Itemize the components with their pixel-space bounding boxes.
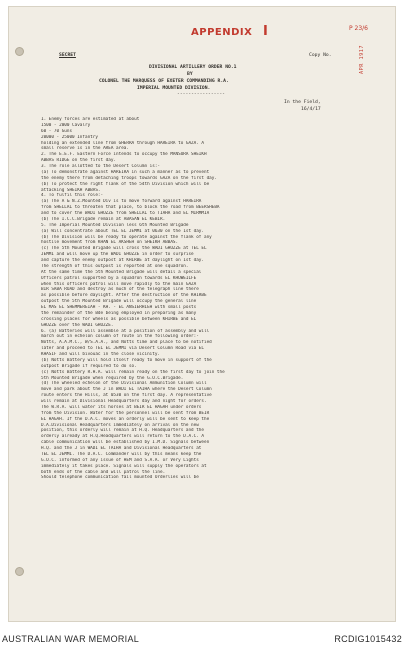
body-line: from SHELLAL to threaten that place, to block the road from BEERSHEBA	[41, 205, 220, 211]
body-line: the remainder of the Bde being employed in preparing as many	[41, 310, 197, 316]
body-line: when this officers patrol will move rapidly to the main GAZA	[41, 281, 197, 287]
body-line: 1500 - 2000 Cavalry	[41, 122, 91, 128]
order-location: In the Field,	[284, 100, 321, 105]
footer-archive-name: AUSTRALIAN WAR MEMORIAL	[2, 634, 140, 644]
punch-hole	[15, 47, 24, 56]
body-line: from the Division. Water for the personnel will be sent from BEIR	[41, 410, 210, 416]
body-line: cable communication will be established by I.M.D. Signals between	[41, 440, 210, 446]
body-line: 1. Enemy forces are estimated at about	[41, 117, 140, 122]
body-line: 6. (a) Batteries will assemble at a position of assembly and will	[41, 328, 210, 334]
body-line: BIR SABA ROAD and destroy as much of the telegraph line there	[41, 287, 199, 293]
order-by: BY	[187, 72, 193, 77]
body-line: and to cover the WADI GHUZZE from SHELLAL to TIAHA and EL MIRMMIA	[41, 211, 210, 216]
appendix-label: APPENDIX	[191, 27, 253, 38]
body-line: both ends of the cable and will patrol the line.	[41, 469, 166, 475]
body-line: (b) The Division will be ready to operate against the flank of any	[41, 234, 212, 240]
body-line: holding an extended line from GHERRA through HAREIRA to GAZA. A	[41, 140, 204, 146]
body-line: ABBAS RIDGE on the first day.	[41, 158, 117, 164]
body-line: At the same time the 5th Mounted Brigade will detail a special	[41, 269, 202, 275]
punch-hole	[15, 567, 24, 576]
body-line: 2. The E.E.F. Eastern Force intends to occupy the MANSURA SHEIKH	[41, 152, 207, 158]
appendix-annotation	[191, 24, 269, 39]
body-line: outpost Brigade if required to do so.	[41, 363, 137, 369]
body-line: EL MAS EL SHEMMEREIAH - KH. - EL ANSIERHIEH with small posts	[41, 305, 197, 310]
body-line: (d) The wheeled echelon of the Divisional Ammunition Column will	[41, 381, 207, 387]
body-line: 4. To fulfil this role:-	[41, 193, 104, 199]
body-line: position, this orderly will remain at H.Q. Headquarters and the	[41, 428, 204, 434]
order-title: DIVISIONAL ARTILLERY ORDER NO.1	[149, 65, 237, 70]
body-line: Notts, A.A.M.C., W/S.A.A., and Notts time and place to be notified	[41, 340, 212, 346]
body-line: outpost the 5th Mounted Brigade will occupy the general line	[41, 299, 197, 305]
body-line: 20000 - 25000 Infantry	[41, 134, 98, 140]
reference-annotation: P 23/6	[349, 25, 368, 32]
body-line: small reserve is in the AREA area.	[41, 146, 129, 152]
body-line: D.A.Divisional Headquarters immediately on arrival on the new	[41, 422, 199, 428]
body-line: attacking SHEIKH ABBAS.	[41, 187, 101, 193]
body-line: will remain at Divisional Headquarters day and night for orders.	[41, 399, 207, 404]
body-line: move and park about the J in WADI EL TAIHA where the Desert Column	[41, 387, 212, 393]
body-line: Should telephone communication fail mounted Orderlies will be	[41, 475, 199, 481]
body-line: (c) Notts Battery R.H.A. will remain ready on the first day to join the	[41, 369, 225, 375]
body-line: as possible before daylight. After the destruction of the KHIRBE	[41, 293, 207, 299]
document-page	[8, 6, 396, 622]
copy-number: Copy No.	[309, 53, 332, 58]
body-line: EL HAGAH. If the D.A.C. moves an orderly will be sent to keep the	[41, 416, 210, 422]
order-division: IMPERIAL MOUNTED DIVISION.	[137, 86, 211, 91]
body-line: crossing places for wheels as possible between KHIRBE and EL	[41, 316, 197, 322]
body-line: (a) To demonstrate against HAREIRA in such a manner as to prevent	[41, 169, 210, 175]
body-line: (a) The A & N.Z.Mounted Div is to move forward against HAREIRA	[41, 199, 202, 205]
body-line: 60 - 70 Guns	[41, 128, 73, 134]
body-line: (c) The 5th Mounted Brigade will cross the WADI GHUZZE at TEL EL	[41, 246, 207, 252]
received-stamp: APR 1917	[359, 45, 365, 74]
body-line: The W.R.A. will water its horses at BEIR EL HAGAH under orders	[41, 404, 202, 410]
header-rule: -----------------	[177, 92, 225, 97]
body-line: march out in echelon column of route in the following order:-	[41, 334, 199, 340]
body-line: (a) Will concentrate about TEL EL JEMMI at 0630 on the 1st day.	[41, 228, 204, 234]
body-line: route enters the Hills, at 0530 on the first day. A representative	[41, 393, 212, 399]
body-line: Officers patrol supported by a squadron towards EL KHUWEILFE	[41, 275, 197, 281]
body-line: 3. The role allotted to the Desert Column is:-	[41, 164, 160, 169]
footer-record-id: RCDIG1015432	[334, 634, 402, 644]
body-line: TEL EL JEMMI. The D.A.C. Commander will by this means keep the	[41, 451, 202, 457]
body-line: and capture the enemy outpost at KHIRBE at daylight on 1st day.	[41, 258, 204, 263]
body-line: immediately it takes place. Signals will supply the operators at	[41, 463, 207, 469]
body-line: hostile movement from KHAN EL AKSHEH on SHEIKH ABBAS.	[41, 240, 179, 246]
body-line: later and proceed to TEL EL JEMMI via Desert Column Road via EL	[41, 346, 204, 352]
body-line: (b) To protect the right flank of the 54th Division which will be	[41, 181, 210, 187]
body-line: JEMMI and will move up the WADI GHUZZE in order to surprise	[41, 252, 194, 258]
order-author: COLONEL THE MARQUESS OF EXETER COMMANDING R.A.	[99, 79, 229, 84]
body-line: 5. The Imperial Mounted Division less 6th Mounted Brigade	[41, 222, 189, 228]
body-line: (b) The I.C.C.Brigade remain at ABASAN EL KEBIR.	[41, 216, 166, 222]
body-line: H.Q. and the J in WADI EL TAIHA and Divisional Headquarters at	[41, 446, 202, 451]
body-line: 5th Mounted Brigade when required by the G.O.C.Brigade.	[41, 375, 184, 381]
body-line: orderly already at H.Q.Headquarters will return to the D.A.C. A	[41, 434, 204, 440]
secret-heading: SECRET	[59, 53, 76, 58]
body-line: (b) Notts Battery will hold itself ready to move in support of the	[41, 357, 212, 363]
body-line: The strength of this outpost is reported at one squadron.	[41, 263, 189, 269]
body-line: GHUZZE over the WADI GHUZZE.	[41, 322, 114, 328]
body-line: the enemy there from detaching troops towards GAZA on the first day.	[41, 175, 217, 181]
body-line: G.O.C. informed of any issue of HEM and S.A.A. or Very Lights	[41, 457, 199, 463]
appendix-number: I	[263, 24, 269, 39]
order-body	[41, 117, 391, 481]
body-line: KHASIF and will bivouac in the close vicinity.	[41, 352, 160, 357]
order-date: 16/4/17	[301, 107, 321, 112]
